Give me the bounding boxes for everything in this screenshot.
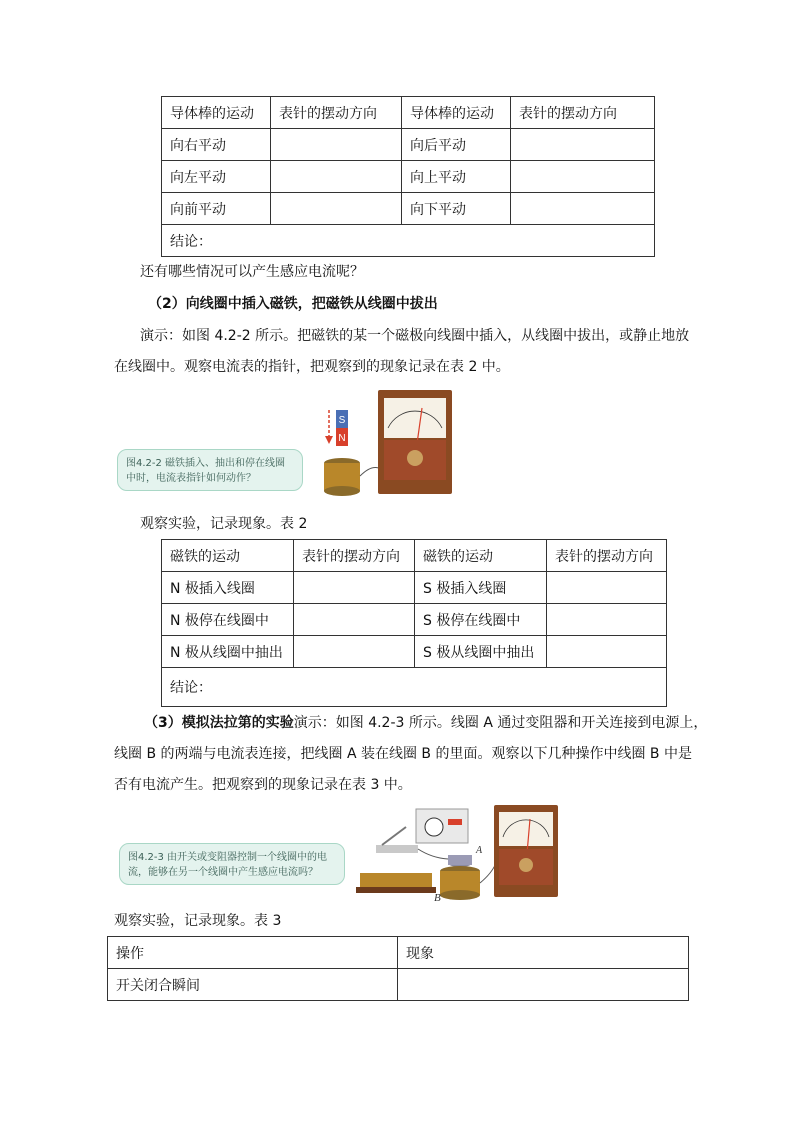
conclusion-row [162, 225, 655, 257]
table-header-row [162, 97, 655, 129]
table-cell: 向后平动 [402, 129, 511, 161]
table-header-cell: 表针的摆动方向 [547, 540, 667, 572]
table-row [162, 604, 667, 636]
table-cell [547, 604, 667, 636]
section-3-line-3: 否有电流产生。把观察到的现象记录在表 3 中。 [114, 777, 412, 793]
figure-4-2-2-illustration [318, 388, 454, 498]
conclusion-cell: 结论： [162, 668, 667, 707]
table-3-intro: 观察实验，记录现象。表 3 [114, 913, 282, 929]
table-cell [511, 161, 655, 193]
magnet-s-label: S [338, 415, 346, 426]
table-cell: 向上平动 [402, 161, 511, 193]
coil-a-label: A [476, 845, 483, 856]
table-cell: N 极从线圈中抽出 [162, 636, 294, 668]
figure-caption-line: 图4.2-2 磁铁插入、抽出和停在线圈 [126, 458, 286, 469]
table-row [162, 129, 655, 161]
table-cell [294, 572, 415, 604]
table-cell [271, 129, 402, 161]
table-cell [511, 129, 655, 161]
magnet-n-label: N [338, 433, 346, 444]
table-row [162, 161, 655, 193]
table-cell: N 极插入线圈 [162, 572, 294, 604]
table-1 [161, 96, 655, 257]
table-header-cell: 表针的摆动方向 [271, 97, 402, 129]
figure-4-2-3-illustration [352, 803, 562, 903]
table-cell: N 极停在线圈中 [162, 604, 294, 636]
table-header-cell: 操作 [108, 937, 398, 969]
table-cell: 向左平动 [162, 161, 271, 193]
conclusion-row [162, 668, 667, 707]
section-3-line-1 [144, 713, 707, 733]
section-2-demo-line-2: 在线圈中。观察电流表的指针，把观察到的现象记录在表 2 中。 [114, 359, 510, 375]
table-header-cell: 现象 [398, 937, 689, 969]
figure-caption-line: 中时，电流表指针如何动作？ [126, 473, 256, 484]
table-3 [107, 936, 689, 1001]
figure-caption-line: 流，能够在另一个线圈中产生感应电流吗？ [128, 867, 318, 878]
table-cell: S 极停在线圈中 [415, 604, 547, 636]
section-3-line-1-text: 演示：如图 4.2-3 所示。线圈 A 通过变阻器和开关连接到电源上， [293, 715, 708, 731]
table-cell [294, 636, 415, 668]
table-header-cell: 导体棒的运动 [402, 97, 511, 129]
figure-4-2-3-caption [119, 843, 345, 885]
table-2-intro: 观察实验，记录现象。表 2 [140, 516, 308, 532]
table-row [162, 193, 655, 225]
table-header-cell: 磁铁的运动 [415, 540, 547, 572]
table-cell: S 极从线圈中抽出 [415, 636, 547, 668]
table-row [162, 636, 667, 668]
figure-caption-line: 图4.2-3 由开关或变阻器控制一个线圈中的电 [128, 852, 328, 863]
table-cell [271, 193, 402, 225]
table-header-cell: 表针的摆动方向 [294, 540, 415, 572]
table-2 [161, 539, 667, 707]
table-cell [294, 604, 415, 636]
conclusion-cell: 结论： [162, 225, 655, 257]
table-cell: 向右平动 [162, 129, 271, 161]
table-cell: 向下平动 [402, 193, 511, 225]
section-2-heading: （2）向线圈中插入磁铁，把磁铁从线圈中拔出 [148, 296, 438, 312]
table-header-cell: 磁铁的运动 [162, 540, 294, 572]
coil-b-label: B [434, 892, 441, 903]
table-cell: S 极插入线圈 [415, 572, 547, 604]
section-3-heading: （3）模拟法拉第的实验 [144, 715, 294, 731]
table-header-cell: 表针的摆动方向 [511, 97, 655, 129]
table-cell: 开关闭合瞬间 [108, 969, 398, 1001]
table-header-cell: 导体棒的运动 [162, 97, 271, 129]
table-row [162, 572, 667, 604]
question-text: 还有哪些情况可以产生感应电流呢？ [140, 264, 364, 280]
table-header-row [162, 540, 667, 572]
table-cell [547, 636, 667, 668]
table-cell: 向前平动 [162, 193, 271, 225]
table-cell [398, 969, 689, 1001]
table-header-row [108, 937, 689, 969]
figure-4-2-2-caption [117, 449, 303, 491]
table-cell [547, 572, 667, 604]
section-2-demo-line-1: 演示：如图 4.2-2 所示。把磁铁的某一个磁极向线圈中插入，从线圈中拔出，或静止地放 [140, 328, 690, 344]
section-3-line-2: 线圈 B 的两端与电流表连接，把线圈 A 装在线圈 B 的里面。观察以下几种操作中线圈 B 中是 [114, 746, 692, 762]
table-row [108, 969, 689, 1001]
table-cell [511, 193, 655, 225]
table-cell [271, 161, 402, 193]
